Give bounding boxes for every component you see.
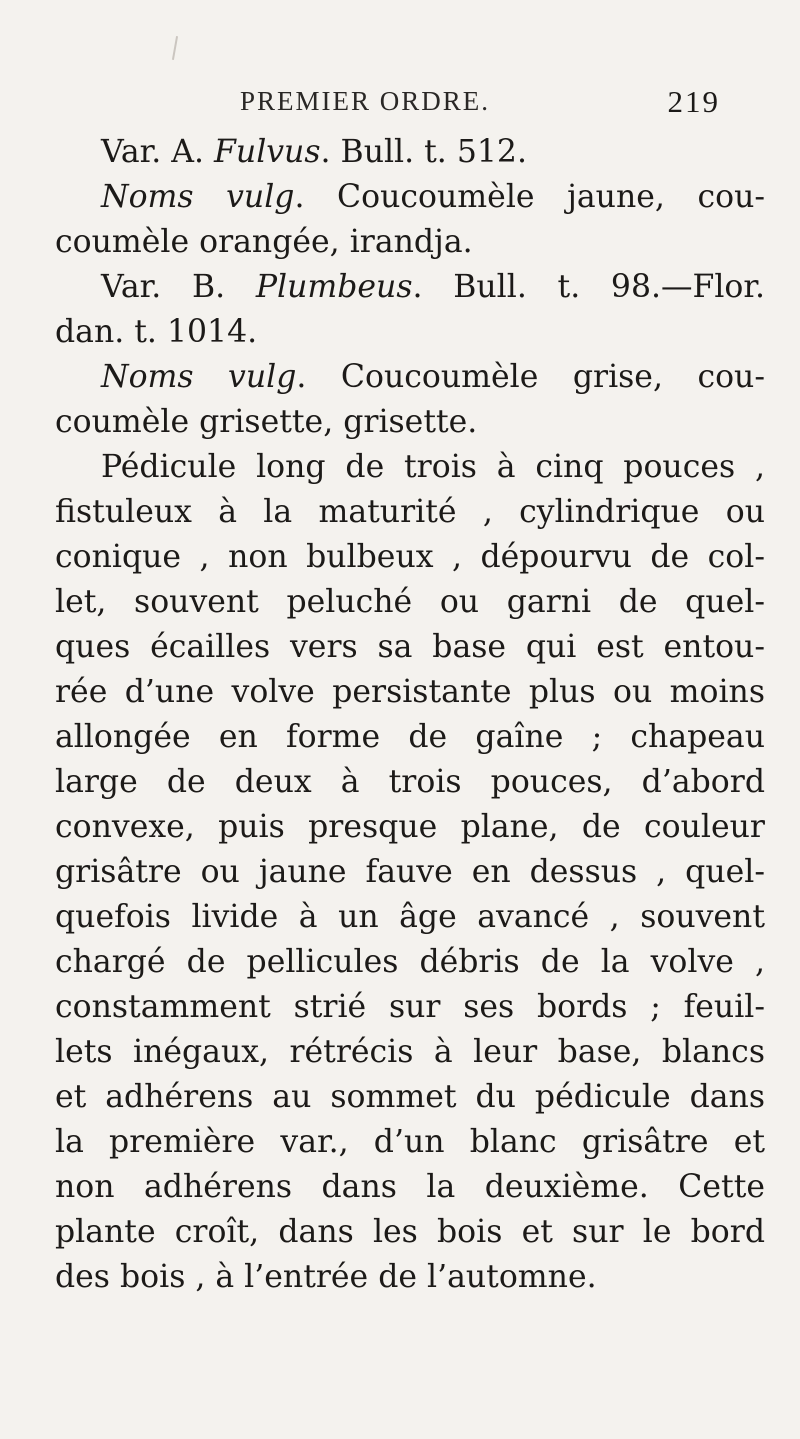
text-line — [55, 490, 765, 535]
text-run: rée d’une volve persistante plus ou moins — [55, 674, 765, 710]
italic-text: Noms vulg — [101, 179, 295, 215]
running-head: PREMIER ORDRE. — [240, 86, 491, 116]
text-run: convexe, puis presque plane, de couleur — [55, 809, 765, 845]
text-run: conique , non bulbeux , dépourvu de col- — [55, 539, 765, 575]
text-line — [55, 130, 765, 175]
text-line — [55, 355, 765, 400]
text-line — [55, 805, 765, 850]
italic-text: Fulvus — [214, 134, 321, 170]
text-line — [55, 265, 765, 310]
text-run: Pédicule long de trois à cinq pouces , — [101, 449, 765, 485]
italic-text: Plumbeus — [255, 269, 413, 305]
text-run: des bois , à l’entrée de l’automne. — [55, 1259, 597, 1295]
text-line — [55, 1075, 765, 1120]
text-run: allongée en forme de gaîne ; chapeau — [55, 719, 765, 755]
text-run: . Coucoumèle grise, cou- — [296, 359, 765, 395]
text-run: la première var., d’un blanc grisâtre et — [55, 1124, 765, 1160]
text-run: Var. A. — [101, 134, 215, 170]
text-run: coumèle grisette, grisette. — [55, 404, 478, 440]
text-line — [55, 625, 765, 670]
text-run: constamment strié sur ses bords ; feuil- — [55, 989, 765, 1025]
text-line — [55, 220, 765, 265]
text-line — [55, 580, 765, 625]
body-text — [55, 130, 765, 1300]
text-run: dan. t. 1014. — [55, 314, 258, 350]
page-header — [240, 86, 740, 122]
text-line — [55, 310, 765, 355]
text-run: let, souvent peluché ou garni de quel- — [55, 584, 765, 620]
text-run: ques écailles vers sa base qui est entou- — [55, 629, 765, 665]
text-run: lets inégaux, rétrécis à leur base, blancs — [55, 1034, 765, 1070]
text-run: grisâtre ou jaune fauve en dessus , quel- — [55, 854, 765, 890]
text-line — [55, 895, 765, 940]
text-line — [55, 175, 765, 220]
text-run: chargé de pellicules débris de la volve , — [55, 944, 765, 980]
text-line — [55, 1210, 765, 1255]
text-run: coumèle orangée, irandja. — [55, 224, 473, 260]
text-run: fistuleux à la maturité , cylindrique ou — [55, 494, 765, 530]
text-line — [55, 1030, 765, 1075]
text-run: . Coucoumèle jaune, cou- — [294, 179, 765, 215]
text-line — [55, 940, 765, 985]
text-line — [55, 760, 765, 805]
text-line — [55, 715, 765, 760]
text-run: et adhérens au sommet du pédicule dans — [55, 1079, 765, 1115]
text-line — [55, 1120, 765, 1165]
text-run: non adhérens dans la deuxième. Cette — [55, 1169, 765, 1205]
text-line — [55, 1165, 765, 1210]
text-line — [55, 670, 765, 715]
italic-text: Noms vulg — [101, 359, 297, 395]
text-run: large de deux à trois pouces, d’abord — [55, 764, 765, 800]
text-run: . Bull. t. 512. — [320, 134, 527, 170]
text-run: plante croît, dans les bois et sur le bord — [55, 1214, 765, 1250]
text-line — [55, 400, 765, 445]
text-run: Var. B. — [101, 269, 256, 305]
text-line — [55, 850, 765, 895]
page-number: 219 — [667, 84, 720, 119]
text-line — [55, 535, 765, 580]
text-line — [55, 985, 765, 1030]
text-line — [55, 445, 765, 490]
text-line — [55, 1255, 765, 1300]
ink-mark — [172, 36, 178, 60]
text-run: quefois livide à un âge avancé , souvent — [55, 899, 765, 935]
text-run: . Bull. t. 98.—Flor. — [412, 269, 766, 305]
